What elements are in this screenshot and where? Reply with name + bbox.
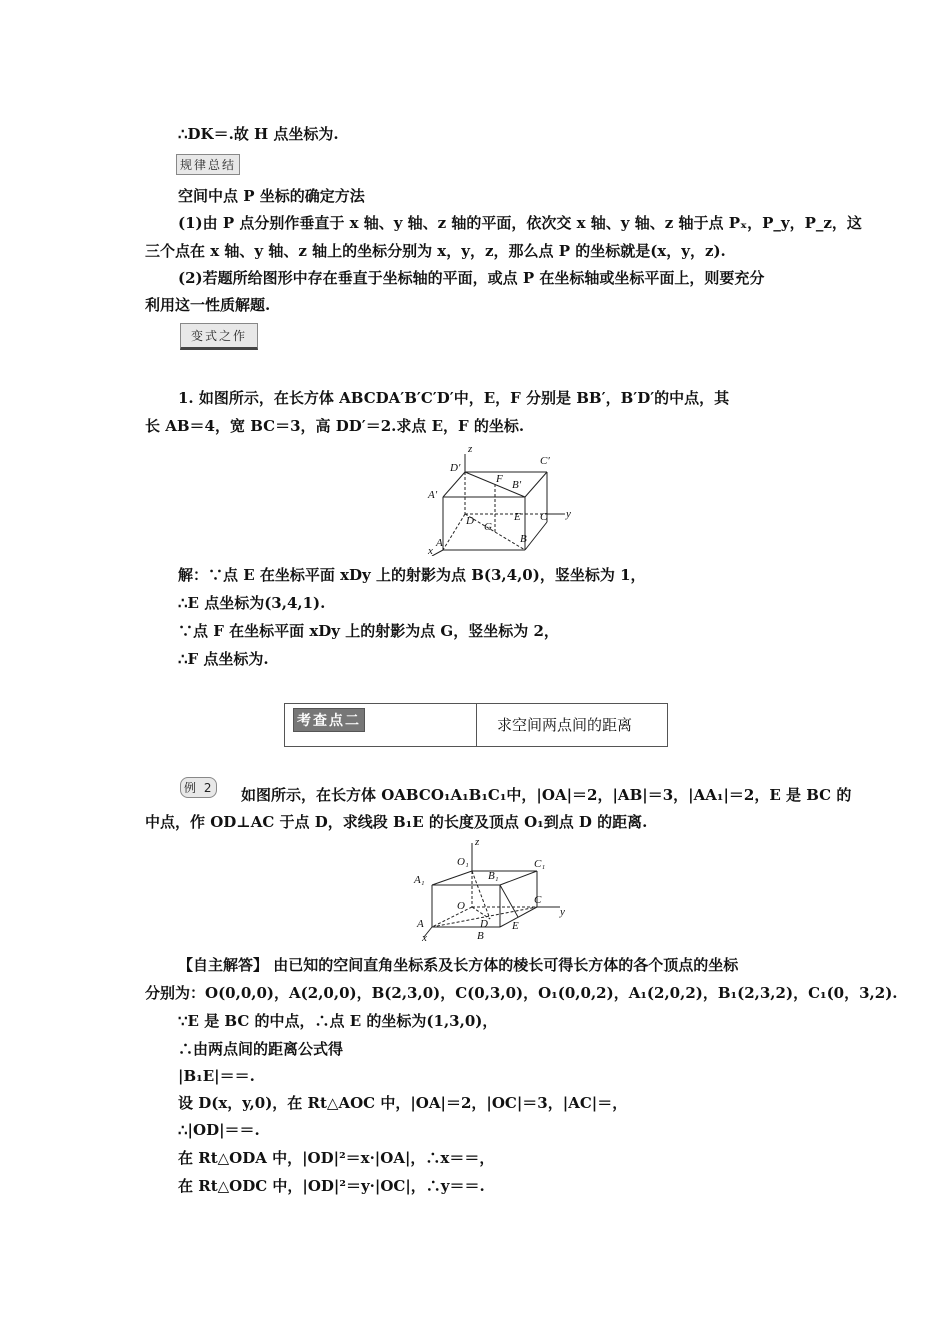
f2-a: A — [417, 918, 424, 930]
line-dk: ∴DK＝.故 H 点坐标为. — [178, 125, 339, 143]
rule-summary-tag: 规律总结 — [176, 154, 240, 175]
answer-2: 分别为：O(0,0,0)，A(2,0,0)，B(2,3,0)，C(0,3,0)，O₁(0,0,2)，A₁(2,0,2)，B₁(2,3,2)，C₁(0，3,2). — [145, 984, 898, 1002]
f1-g: G — [484, 521, 492, 533]
f2-b1: B₁ — [488, 870, 499, 882]
answer-5: |B₁E|＝＝. — [178, 1067, 255, 1085]
f1-cp: C′ — [540, 455, 550, 467]
question-1b: 长 AB＝4，宽 BC＝3，高 DD′＝2.求点 E，F 的坐标. — [145, 417, 525, 435]
f2-x: x — [422, 932, 427, 943]
key-point-tag: 考查点二 — [293, 708, 365, 732]
answer-8: 在 Rt△ODA 中，|OD|²＝x·|OA|，∴x＝＝， — [178, 1149, 495, 1167]
rule-title: 空间中点 P 坐标的确定方法 — [178, 187, 365, 205]
rule-1b: 三个点在 x 轴、y 轴、z 轴上的坐标分别为 x，y，z，那么点 P 的坐标就是(x，y，z). — [145, 242, 726, 260]
question-1a: 1. 如图所示，在长方体 ABCDA′B′C′D′中，E，F 分别是 BB′，B′D′的中点，其 — [178, 389, 730, 407]
example-2b: 中点，作 OD⊥AC 于点 D，求线段 B₁E 的长度及顶点 O₁到点 D 的距离. — [145, 813, 648, 831]
f1-ap: A′ — [428, 489, 438, 501]
f1-y: y — [566, 508, 571, 520]
f2-c: C — [534, 894, 542, 906]
example-2a: 如图所示，在长方体 OABCO₁A₁B₁C₁中，|OA|＝2，|AB|＝3，|AA₁|＝2，E 是 BC 的 — [241, 786, 852, 804]
answer-9: 在 Rt△ODC 中，|OD|²＝y·|OC|，∴y＝＝. — [178, 1177, 485, 1195]
f1-bp: B′ — [512, 479, 522, 491]
example-2-tag: 例 2 — [180, 777, 217, 798]
f1-x: x — [428, 545, 433, 556]
f1-e: E — [514, 511, 521, 523]
f1-b: B — [520, 533, 527, 545]
solution-2: ∴E 点坐标为(3,4,1). — [178, 594, 326, 612]
f1-c: C — [540, 511, 548, 523]
answer-1: 【自主解答】 由已知的空间直角坐标系及长方体的棱长可得长方体的各个顶点的坐标 — [178, 956, 739, 974]
f2-a1: A₁ — [414, 874, 425, 886]
cuboid-figure-1 — [420, 442, 580, 556]
cuboid-figure-2 — [412, 835, 572, 943]
rule-2a: (2)若题所给图形中存在垂直于坐标轴的平面，或点 P 在坐标轴或坐标平面上，则要充分 — [178, 269, 765, 287]
solution-1: 解：∵点 E 在坐标平面 xDy 上的射影为点 B(3,4,0)，竖坐标为 1， — [178, 566, 646, 584]
f2-o: O — [457, 900, 465, 912]
variant-tag: 变式之作 — [180, 323, 258, 350]
f1-a: A — [436, 537, 443, 549]
f2-z: z — [475, 836, 480, 848]
f1-f: F — [496, 473, 503, 485]
f1-z: z — [468, 443, 473, 455]
key-point-box — [284, 703, 668, 747]
answer-3: ∵E 是 BC 的中点，∴点 E 的坐标为(1,3,0)， — [178, 1012, 498, 1030]
f2-b: B — [477, 930, 484, 942]
key-point-title: 求空间两点间的距离 — [497, 716, 633, 734]
rule-2b: 利用这一性质解题. — [145, 296, 271, 314]
f2-y: y — [560, 906, 565, 918]
f2-o1: O₁ — [457, 856, 469, 868]
answer-7: ∴|OD|＝＝. — [178, 1121, 260, 1139]
answer-4: ∴由两点间的距离公式得 — [178, 1040, 344, 1058]
rule-1a: (1)由 P 点分别作垂直于 x 轴、y 轴、z 轴的平面，依次交 x 轴、y 轴、z 轴于点 Pₓ，P_y，P_z，这 — [178, 214, 862, 232]
f1-d: D — [466, 515, 474, 527]
f1-dp: D′ — [450, 462, 461, 474]
answer-6: 设 D(x，y,0)，在 Rt△AOC 中，|OA|＝2，|OC|＝3，|AC|＝， — [178, 1094, 628, 1112]
f2-e: E — [512, 920, 519, 932]
solution-4: ∴F 点坐标为. — [178, 650, 269, 668]
solution-3: ∵点 F 在坐标平面 xDy 上的射影为点 G，竖坐标为 2， — [178, 622, 559, 640]
f2-d: D — [480, 918, 488, 930]
f2-c1: C₁ — [534, 858, 546, 870]
